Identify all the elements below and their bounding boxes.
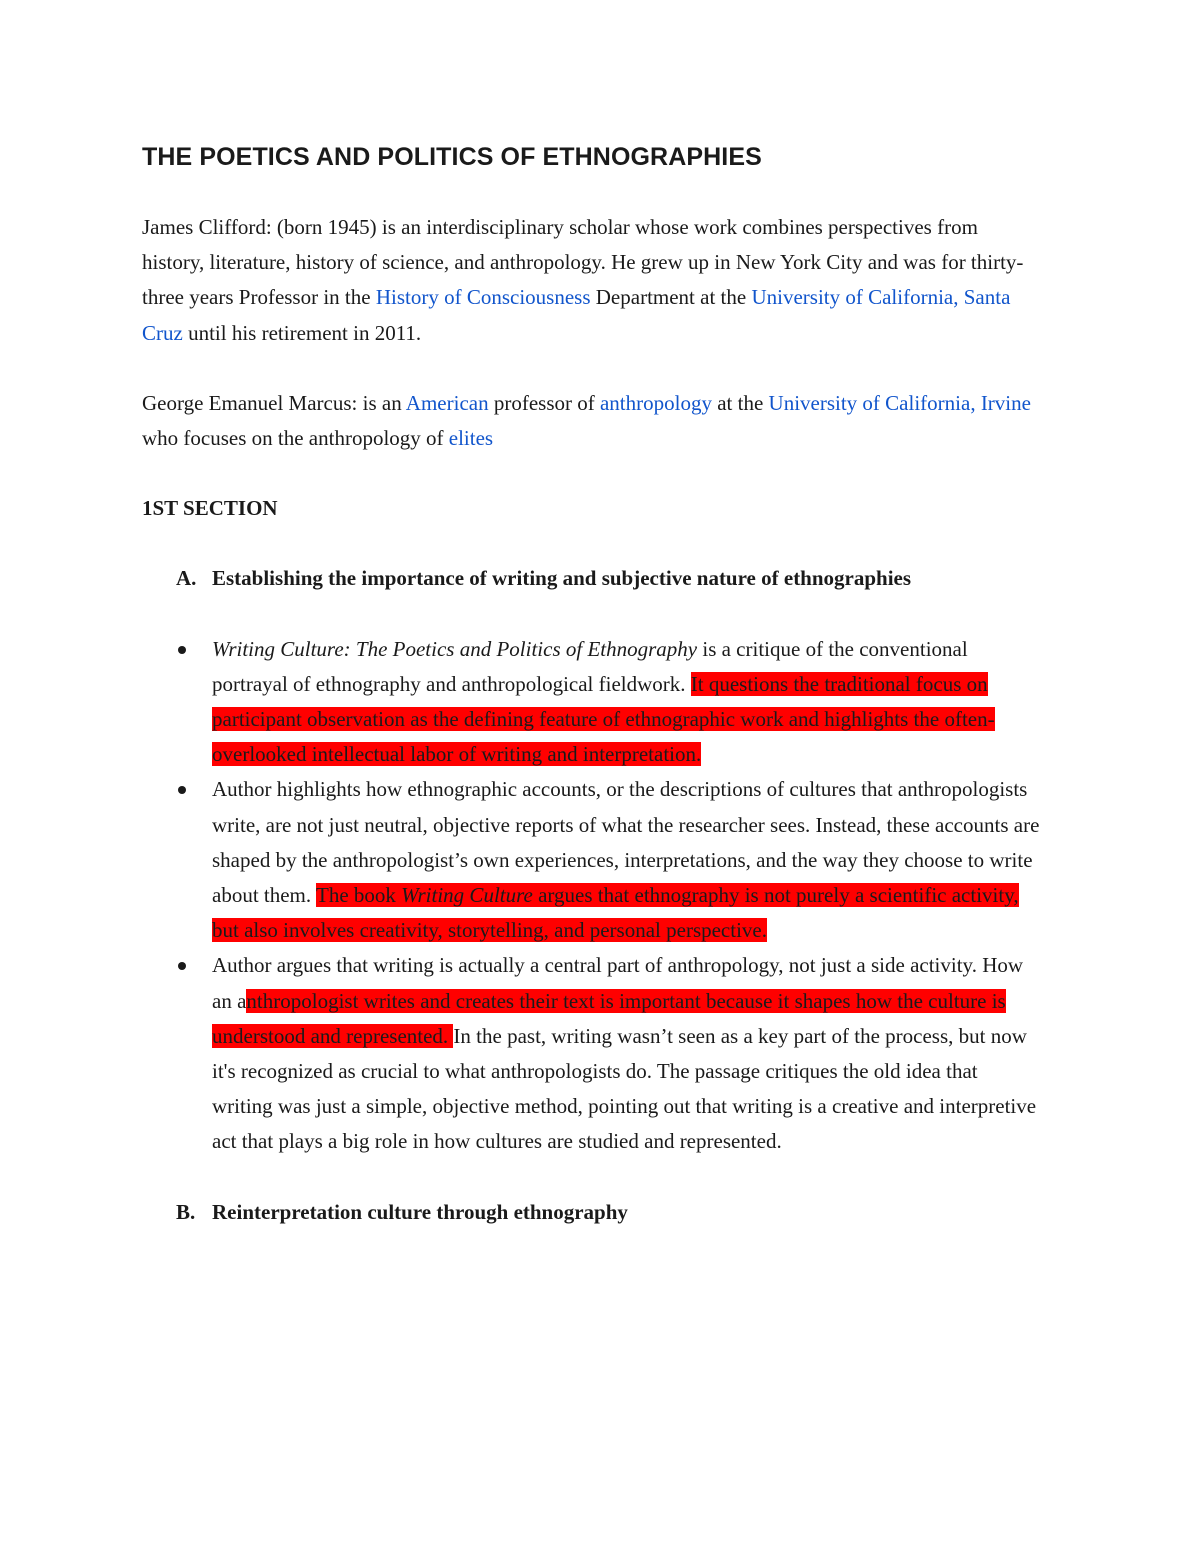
document-title: THE POETICS AND POLITICS OF ETHNOGRAPHIES bbox=[142, 143, 762, 171]
list-marker: A. bbox=[176, 566, 197, 591]
text-run: Department at the bbox=[590, 285, 752, 310]
bullet-item-3 bbox=[142, 948, 1042, 1159]
bullet-icon bbox=[178, 646, 186, 654]
uc-irvine-link[interactable]: University of California, Irvine bbox=[768, 390, 1031, 415]
text-run: professor of bbox=[488, 390, 600, 415]
bullet-item-1 bbox=[142, 632, 1042, 773]
text-run: who focuses on the anthropology of bbox=[142, 426, 449, 451]
subheading-a bbox=[142, 561, 1042, 596]
bullet-icon bbox=[178, 786, 186, 794]
text-run: James Clifford: (born 1945) is an interdisciplinary scholar whose work combines perspectives from history, literature, history of science, and anthropology. He grew up in New York City and was for thirty-three years Professor in the bbox=[142, 215, 1024, 310]
book-title: Writing Culture: The Poetics and Politics of Ethnography bbox=[212, 636, 698, 661]
document-page bbox=[142, 140, 1042, 1265]
marcus-paragraph bbox=[142, 386, 1042, 456]
text-run: In the past, writing wasn’t seen as a key part of the process, but now it's recognized as crucial to what anthropologists do. The passage critiques the old idea that writing was just a simple, objective method, pointing out that writing is a creative and interpretive act that plays a big role in how cultures are studied and represented. bbox=[212, 1023, 1037, 1154]
bullet-item-2 bbox=[142, 772, 1042, 948]
section-heading: 1ST SECTION bbox=[142, 496, 278, 521]
bullet-list bbox=[142, 632, 1042, 1160]
subheading-text: Reinterpretation culture through ethnography bbox=[212, 1199, 628, 1224]
text-run: at the bbox=[711, 390, 769, 415]
clifford-paragraph bbox=[142, 210, 1042, 351]
text-run: Author highlights how ethnographic accounts, or the descriptions of cultures that anthropologists write, are not just neutral, objective reports of what the researcher sees. Instead, these accounts are shaped by the anthropologist’s own experiences, interpretations, and the way they choose to write about them. bbox=[212, 777, 1040, 908]
elites-link[interactable]: elites bbox=[448, 426, 494, 451]
text-run: until his retirement in 2011. bbox=[182, 320, 422, 345]
subheading-b bbox=[142, 1195, 1042, 1230]
anthropology-link[interactable]: anthropology bbox=[599, 390, 712, 415]
highlighted-text: The book bbox=[316, 883, 402, 908]
history-of-consciousness-link[interactable]: History of Consciousness bbox=[375, 285, 591, 310]
text-run: George Emanuel Marcus: is an bbox=[142, 390, 406, 415]
highlighted-text: nthropologist writes and creates their text is important because it shapes how the culture is understood and represented. bbox=[212, 988, 1006, 1048]
uc-santa-cruz-link[interactable]: University of California, Santa Cruz bbox=[142, 285, 1011, 345]
text-run: Author argues that writing is actually a central part of anthropology, not just a side activity. How an a bbox=[212, 953, 1024, 1013]
text-run: is a critique of the conventional portrayal of ethnography and anthropological fieldwork. bbox=[212, 636, 968, 696]
subheading-text: Establishing the importance of writing and subjective nature of ethnographies bbox=[212, 566, 912, 591]
highlighted-book-title: Writing Culture bbox=[401, 883, 533, 908]
american-link[interactable]: American bbox=[405, 390, 489, 415]
list-marker: B. bbox=[176, 1199, 196, 1224]
bullet-icon bbox=[178, 962, 186, 970]
highlighted-text: It questions the traditional focus on participant observation as the defining feature of ethnographic work and highlights the often-overlooked intellectual labor of writing and interpretation. bbox=[212, 671, 995, 767]
highlighted-text: argues that ethnography is not purely a scientific activity, but also involves creativity, storytelling, and personal perspective. bbox=[212, 883, 1019, 943]
